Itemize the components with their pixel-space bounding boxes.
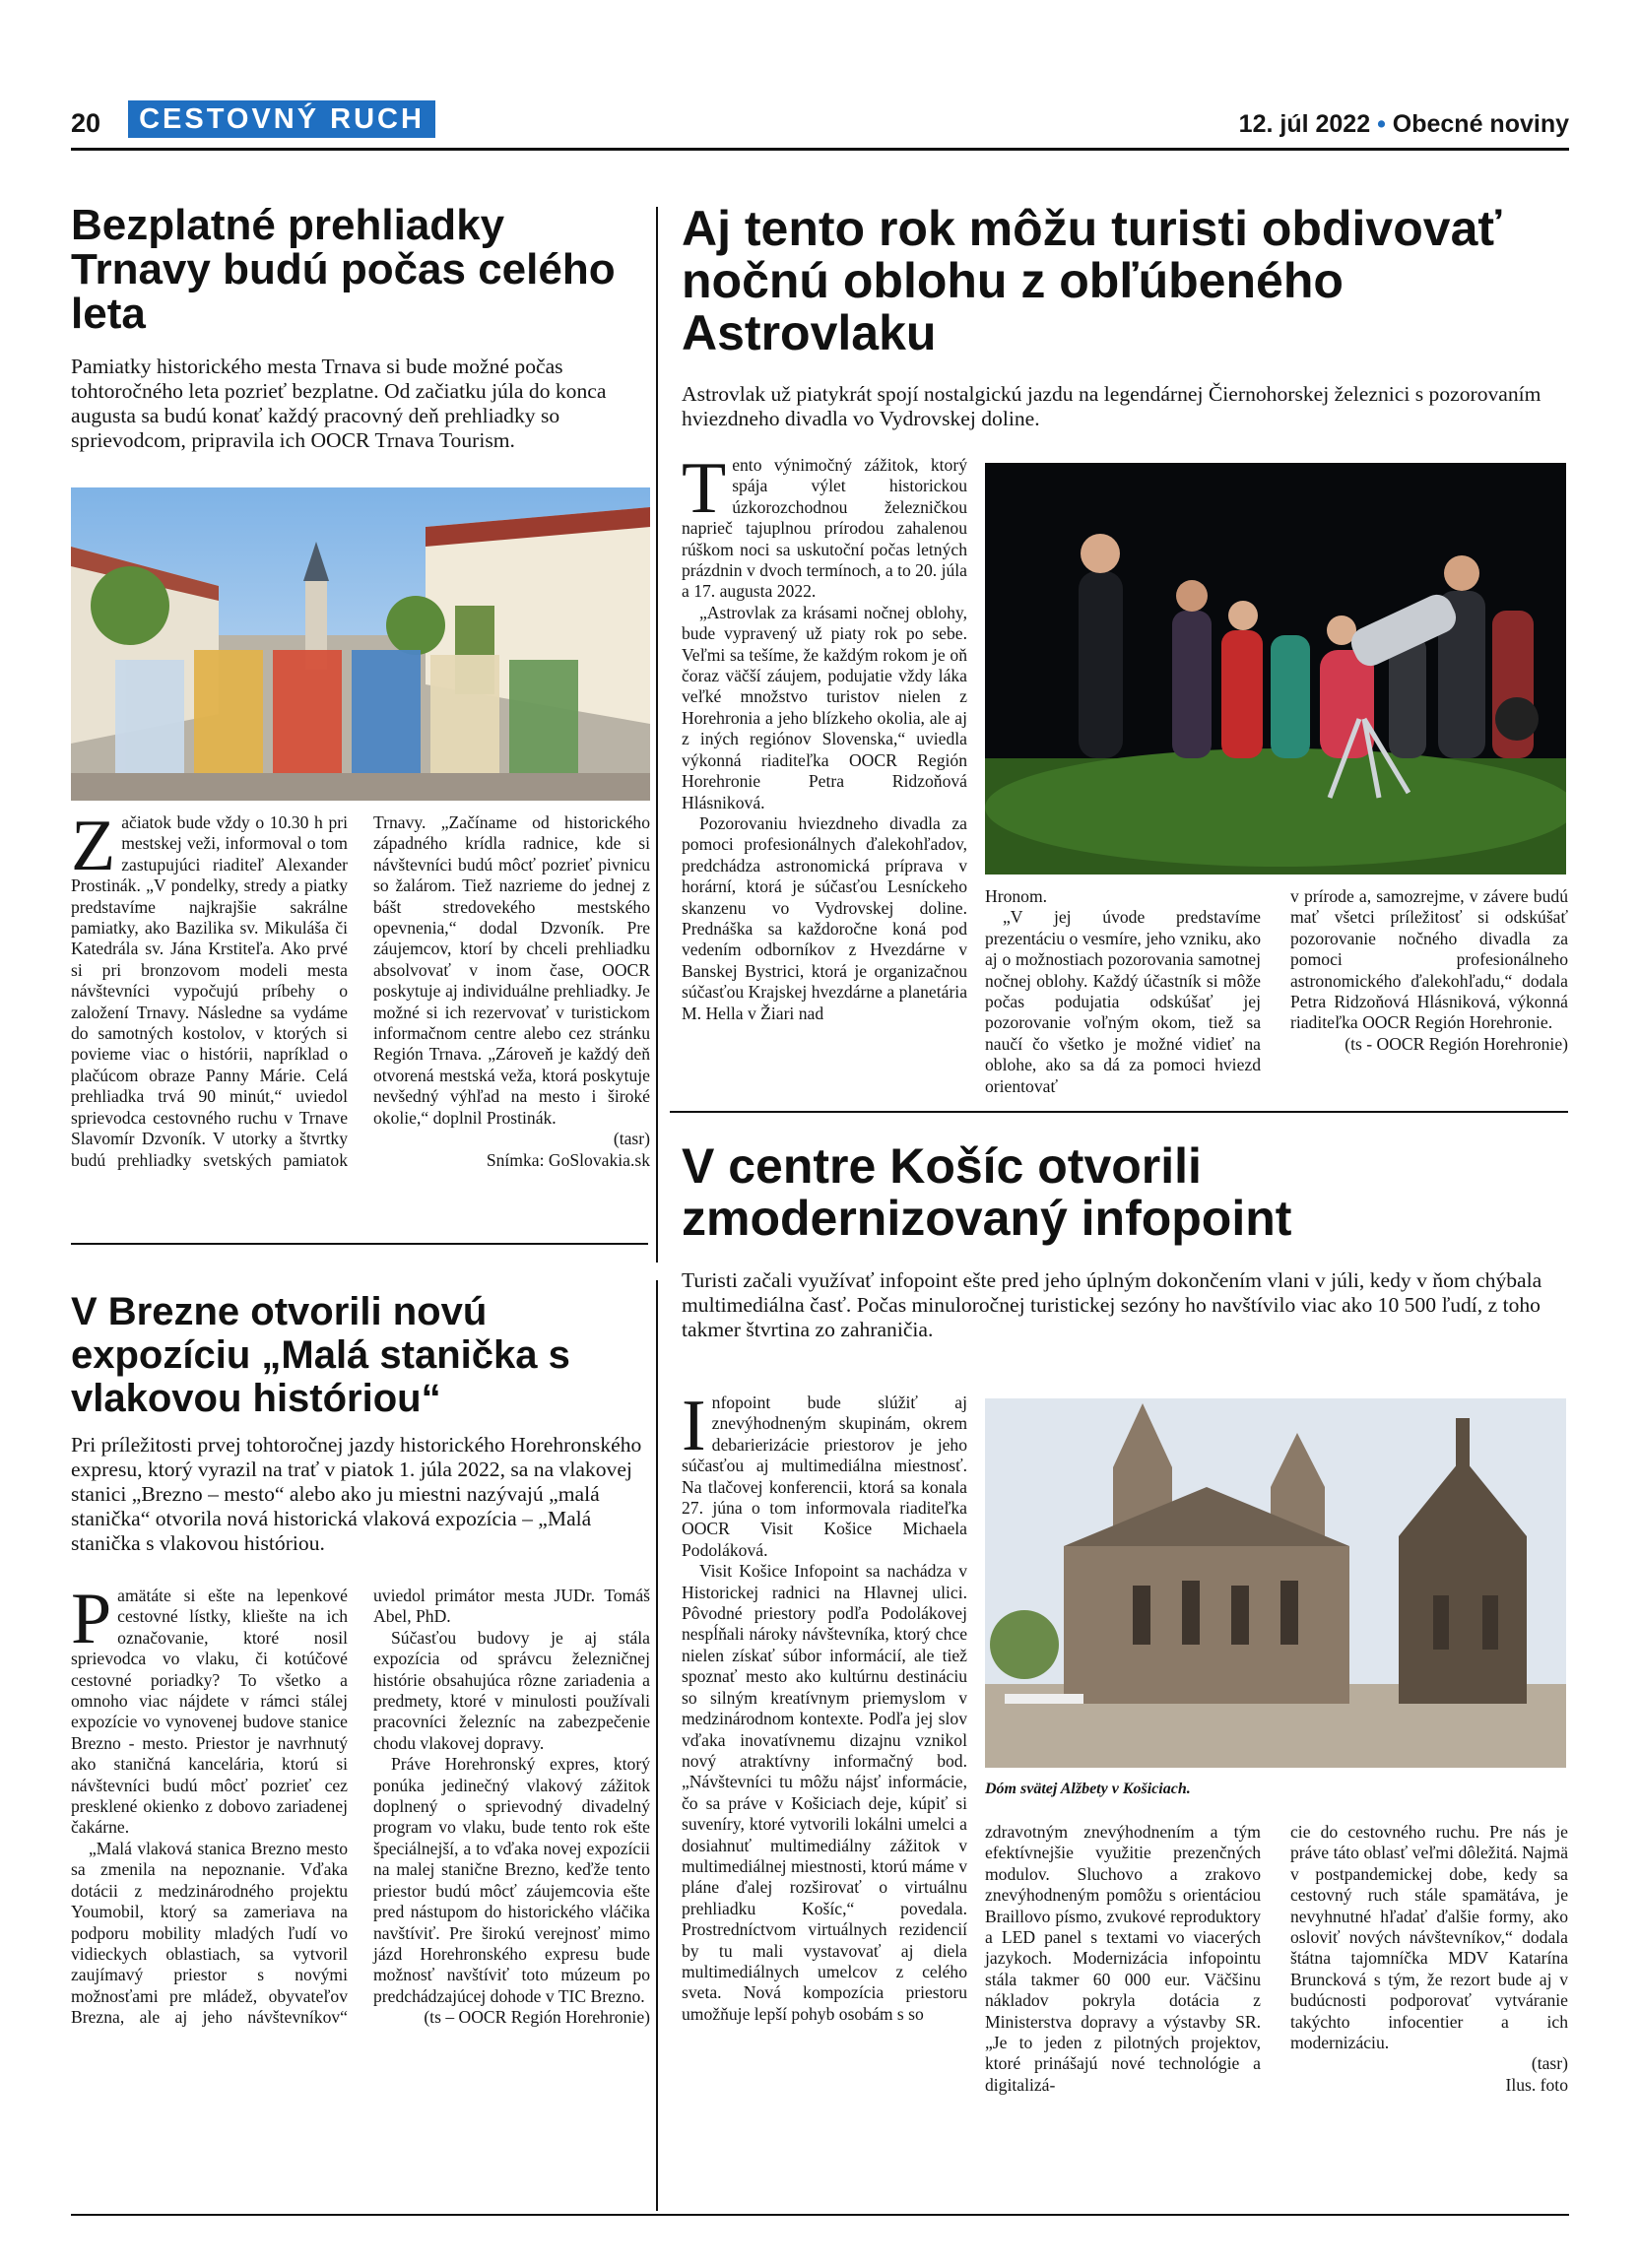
- article-brezno-paragraph: „Malá vlaková stanica Brezno mesto sa zmenila na nepoznanie. Vďaka dotácii z medzinárodného projektu Youmobil, ktorý sa zameriava na podporu mobility mladých ľudí vo vidieckych oblastiach, sa vytvoril zaujímavý priestor s novými možnosťami pre mládež, obyvateľov Brezna, ale aj jeho návštevníkov“ uviedol primátor mesta JUDr. Tomáš Abel, PhD.: [71, 1586, 650, 2028]
- column-divider-bottom: [656, 1280, 658, 2211]
- article-trnava-source: (tasr): [613, 1129, 650, 1149]
- article-astrovlak-lead: Astrovlak už piatykrát spojí nostalgickú jazdu na legendárnej Čiernohorskej železnici s pozorovaním hviezdneho divadla vo Vydrovskej doline.: [682, 382, 1542, 430]
- drop-cap: I: [682, 1386, 706, 1466]
- article-divider-right: [670, 1111, 1568, 1113]
- article-kosice-title: V centre Košíc otvorili zmodernizovaný infopoint: [682, 1138, 1292, 1246]
- article-astrovlak-source: (ts - OOCR Región Horehronie): [1345, 1033, 1568, 1054]
- page-number: 20: [71, 108, 101, 138]
- trnava-photo: [71, 487, 650, 801]
- kosice-photo-illustration: [985, 1398, 1566, 1768]
- article-kosice-col1: [682, 1386, 967, 2210]
- column-divider-top: [656, 207, 658, 1263]
- section-label: CESTOVNÝ RUCH: [128, 100, 435, 138]
- article-kosice-paragraph: cie do cestovného ruchu. Pre nás je práve táto oblasť veľmi dôležitá. Najmä v postpandemickej dobe, kedy sa cestovný ruch stále spamätáva, je nevyhnutné hľadať ďalšie formy, ako osloviť nových návštevníkov,“ dodala štátna tajomníčka MDV Katarína Bruncková s tým, že rezort bude aj v budúcnosti podporovať vytváranie takýchto infocentier a ich modernizáciu.: [1290, 1822, 1568, 2053]
- article-brezno-source: (ts – OOCR Región Horehronie): [424, 2007, 650, 2028]
- article-trnava-paragraph: ačiatok bude vždy o 10.30 h pri mestskej veži, informoval o tom zastupujúci riaditeľ Alexander Prostinák. „V pondelky, stredy a piatky predstavíme najkrajšie sakrálne pamiatky, ako Bazilika sv. Mikuláša či Katedrála sv. Jána Krstiteľa. Ako prvé si pri bronzovom modeli mesta návštevníci vypočujú príbehy o založení Trnavy. Následne sa vydáme do samotných kostolov, v ktorých si povieme viac o histórii, napríklad o plačúcom obraze Panny Márie. Celá prehliadka trvá 90 minút,“ uviedol sprievodca cestovného ruchu v Trnave Slavomír Dzvoník. V utorky a štvrtky budú prehliadky svetských pamiatok Trnavy. „Začíname od historického západného krídla radnice, kde si návštevníci budú môcť pozrieť pivnicu so žalárom. Tiež nazrieme do jednej z bášt stredovekého mestského opevnenia,“ dodal Dzvoník. Pre záujemcov, ktorí by chceli prehliadku absolvovať v inom čase, OOCR poskytuje aj individuálne prehliadky. Je možné si ich rezervovať v turistickom informačnom centre alebo cez stránku Región Trnava. „Zároveň je každý deň otvorená mestská veža, ktorá poskytuje nevšedný výhľad na mesto i široké okolie,“ doplnil Prostinák.: [71, 812, 650, 1170]
- article-astrovlak-paragraph: Hronom.: [985, 886, 1048, 906]
- issue-info: [1239, 110, 1569, 139]
- article-kosice-paragraph: zdravotným znevýhodnením a tým efektívnejšie využitie prezenčných modulov. Sluchovo a zrakovo znevýhodneným pomôžu s orientáciou Braillovo písmo, zvukové reproduktory a LED panel s textami vo viacerých jazykoch. Modernizácia infopointu stála takmer 60 000 eur. Väčšinu nákladov pokryla dotácia z Ministerstva dopravy a výstavby SR. „Je to jeden z pilotných projektov, ktoré prinášajú nové technológie a digitalizá-: [985, 1822, 1261, 2095]
- article-astrovlak-col3: [1290, 886, 1568, 1103]
- article-brezno-lead: Pri príležitosti prvej tohtoročnej jazdy historického Horehronského expresu, ktorý vyrazil na trať v piatok 1. júla 2022, sa na vlakovej stanici „Brezno – mesto“ alebo ako ju miestni nazývajú „malá stanička“ otvorila nová historická vlaková expozícia – „Malá stanička s vlakovou históriou.: [71, 1433, 642, 1555]
- article-brezno-paragraph: Súčasťou budovy je aj stála expozícia od správcu železničnej histórie obsahujúca rôzne zariadenia a predmety, ktoré v minulosti používali pracovníci železníc na zabezpečenie chodu vlakovej dopravy.: [373, 1627, 650, 1753]
- article-astrovlak-paragraph: ento výnimočný zážitok, ktorý spája výlet historickou úzkorozchodnou železničkou naprieč tajuplnou prírodou zahalenou rúškom noci sa uskutoční počas letných prázdnin v dvoch termínoch, a to 20. júla a 17. augusta 2022.: [682, 455, 967, 602]
- article-astrovlak-col2: [985, 886, 1261, 1103]
- article-trnava-title: Bezplatné prehliadky Trnavy budú počas celého leta: [71, 201, 616, 338]
- article-astrovlak-paragraph: „V jej úvode predstavíme prezentáciu o vesmíre, jeho vzniku, ako aj o možnostiach pozorovania samotnej nočnej oblohy. Každý účastník si môže počas podujatia odskúšať jej pozorovanie voľným okom, tiež sa naučí čo všetko je možné vidieť na oblohe, ako sa dá za pomoci hviezd orientovať: [985, 907, 1261, 1096]
- article-brezno-paragraph: Práve Horehronský expres, ktorý ponúka jedinečný vlakový zážitok doplnený o sprievodný divadelný program vo vlaku, bude tento rok ešte špeciálnejší, a to vďaka novej expozícii na malej stanične Brezno, keďže tento priestor budú môcť záujemcovia ešte pred nástupom do historického vláčika navštíviť. Pre širokú verejnosť mimo jázd Horehronského expresu bude možnosť navštíviť toto múzeum po predchádzajúcej dohode v TIC Brezno.: [373, 1754, 650, 2006]
- article-kosice-col3: [1290, 1822, 1568, 2211]
- drop-cap: Z: [71, 806, 116, 886]
- article-kosice-photo-credit: Ilus. foto: [1505, 2074, 1568, 2095]
- article-astrovlak-paragraph: „Astrovlak za krásami nočnej oblohy, bude vypravený už piaty rok po sebe. Veľmi sa tešíme, že každým rokom je oň čoraz väčší záujem, podujatie vždy láka veľké množstvo turistov nielen z Horehronia a jeho blízkeho okolia, ale aj z iných regiónov Slovenska,“ uviedla výkonná riaditeľka OOCR Región Horehronie Petra Ridzoňová Hlásniková.: [682, 602, 967, 812]
- astrovlak-photo-illustration: [985, 463, 1566, 875]
- article-trnava-body: [71, 806, 650, 1226]
- kosice-photo-caption: Dóm svätej Alžbety v Košiciach.: [985, 1781, 1191, 1797]
- article-brezno-body: [71, 1579, 650, 2206]
- issue-date: 12. júl 2022: [1238, 110, 1371, 138]
- article-trnava-photo-credit: Snímka: GoSlovakia.sk: [486, 1149, 650, 1170]
- article-kosice-lead: Turisti začali využívať infopoint ešte pred jeho úplným dokončením vlani v júli, kedy v ňom chýbala multimediálna časť. Počas minuloročnej turistickej sezóny ho navštívilo viac ako 10 500 ľudí, z toho takmer štvrtina zo zahraničia.: [682, 1268, 1542, 1341]
- paper-name: Obecné noviny: [1392, 110, 1569, 138]
- article-astrovlak-paragraph: v prírode a, samozrejme, v závere budú mať všetci príležitosť si odskúšať pozorovanie nočného divadla za pomoci profesionálneho astronomického ďalekohľadu,“ dodala Petra Ridzoňová Hlásniková, výkonná riaditeľka OOCR Región Horehronie.: [1290, 886, 1568, 1033]
- separator-dot: •: [1377, 110, 1386, 138]
- article-astrovlak-paragraph: Pozorovaniu hviezdneho divadla za pomoci profesionálnych ďalekohľadov, predchádza astronomická príprava v horární, ktorá je súčasťou Lesníckeho skanzenu vo Vydrovskej doline. Prednáška sa každoročne koná pod vedením odborníkov z Hvezdárne v Banskej Bystrici, ktorá je organizačnou súčasťou Krajskej hvezdárne a planetária M. Hella v Žiari nad: [682, 812, 967, 1023]
- article-kosice-paragraph: Visit Košice Infopoint sa nachádza v Historickej radnici na Hlavnej ulici. Pôvodné priestory podľa Podolákovej nespĺňali nároky návštevníka, ktorý chce nielen získať súbor informácií, ale tiež spoznať mesto ako kultúrnu destináciu so silným kreatívnym priemyslom v medzinárodnom kontexte. Podľa jej slov vďaka inovatívnemu dizajnu vznikol nový atraktívny informačný bod. „Návštevníci tu môžu nájsť informácie, čo sa práve v Košiciach deje, kúpiť si suveníry, ktoré vytvorili lokálni umelci a dosiahnuť multimediálny zážitok v multimediálnej miestnosti, ktorú máme v pláne ďalej rozširovať o virtuálnu prehliadku Košíc,“ povedala. Prostredníctvom virtuálnych rezidencií by tu mali vystavovať aj diela multimediálnych umelcov z celého sveta. Nová kompozícia priestoru umožňuje lepší pohyb osobám s so: [682, 1561, 967, 2024]
- kosice-photo: [985, 1398, 1566, 1768]
- article-kosice-paragraph: nfopoint bude slúžiť aj znevýhodneným skupinám, okrem debarierizácie priestorov je jeho súčasťou aj multimediálna miestnosť. Na tlačovej konferencii, ktorá sa konala 27. júna o tom informovala riaditeľka OOCR Visit Košice Michaela Podoláková.: [682, 1393, 967, 1560]
- article-astrovlak-title: Aj tento rok môžu turisti obdivovať nočnú oblohu z obľúbeného Astrovlaku: [682, 201, 1502, 360]
- trnava-photo-illustration: [71, 487, 650, 801]
- article-kosice-col2: [985, 1822, 1261, 2211]
- article-astrovlak-col1: [682, 448, 967, 1095]
- article-brezno-title: V Brezne otvorili novú expozíciu „Malá stanička s vlakovou históriou“: [71, 1290, 570, 1420]
- footer-rule: [71, 2214, 1569, 2216]
- article-divider-left: [71, 1243, 648, 1245]
- article-brezno-paragraph: amätáte si ešte na lepenkové cestovné lístky, kliešte na ich označovanie, ktoré nosil sprievodca vo vlaku, či kotúčové cestovné poriadky? To všetko a omnoho viac nájdete v rámci stálej expozície vo vynovenej budove stanice Brezno - mesto. Priestor je navrhnutý ako staničná kancelária, ktorú si návštevníci budú môcť pozrieť cez presklené okienko z dobovo zariadenej čakárne.: [71, 1586, 348, 1838]
- astrovlak-photo: [985, 463, 1566, 875]
- drop-cap: P: [71, 1579, 112, 1659]
- header-rule: [71, 148, 1569, 151]
- article-trnava-lead: Pamiatky historického mesta Trnava si bude možné počas tohtoročného leta pozrieť bezplatne. Od začiatku júla do konca augusta sa budú konať každý pracovný deň prehliadky so sprievodcom, pripravila ich OOCR Trnava Tourism.: [71, 355, 607, 452]
- drop-cap: T: [682, 448, 727, 529]
- article-kosice-source: (tasr): [1531, 2053, 1568, 2074]
